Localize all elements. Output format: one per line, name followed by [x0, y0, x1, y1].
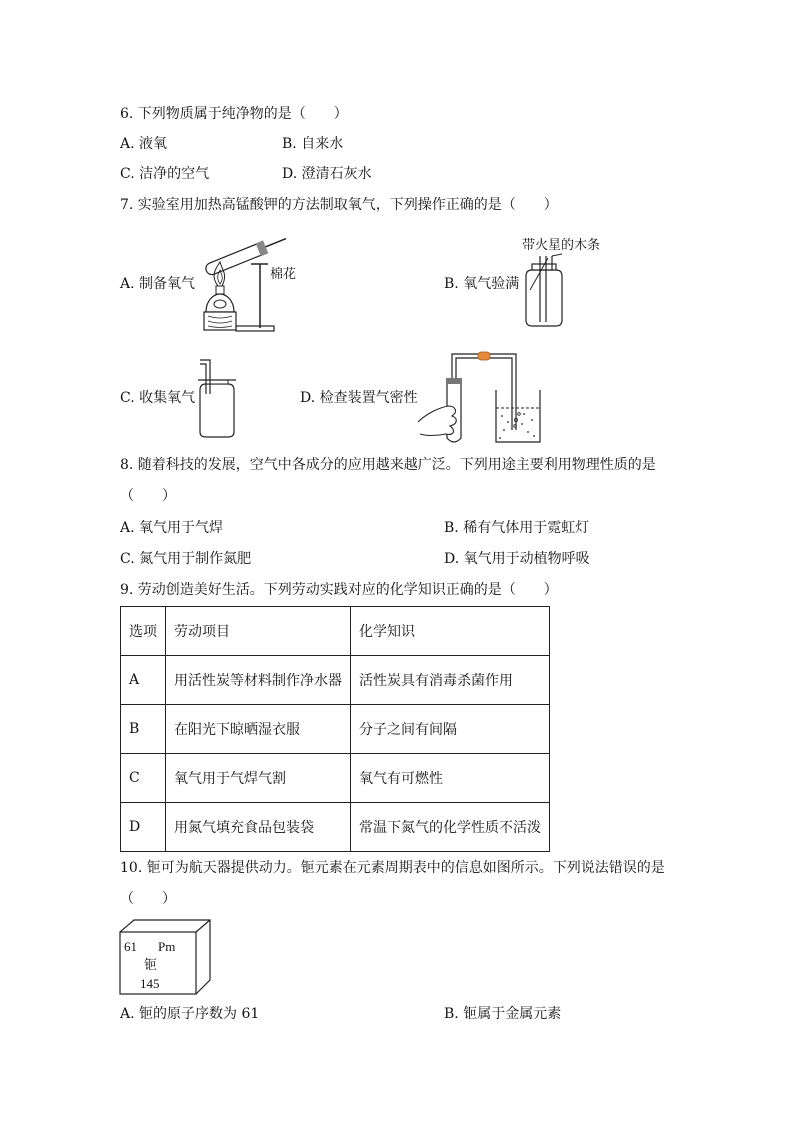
oxygen-test-figure — [520, 256, 570, 328]
element-cell-figure — [118, 918, 214, 996]
q6-stem: 6. 下列物质属于纯净物的是（ ） — [120, 106, 348, 122]
q6-option-c[interactable]: C. 洁净的空气 — [120, 166, 210, 182]
q7-stem: 7. 实验室用加热高锰酸钾的方法制取氧气，下列操作正确的是（ ） — [120, 197, 558, 213]
q7-option-d[interactable]: D. 检查装置气密性 — [300, 390, 418, 406]
table-cell: 用氮气填充食品包装袋 — [166, 803, 351, 852]
q8-option-b[interactable]: B. 稀有气体用于霓虹灯 — [444, 520, 590, 536]
q8-option-a[interactable]: A. 氧气用于气焊 — [120, 520, 224, 536]
q7-option-b[interactable]: B. 氧气验满 — [444, 276, 520, 292]
table-cell: 在阳光下晾晒湿衣服 — [166, 705, 351, 754]
table-row — [121, 803, 550, 852]
q6-option-b[interactable]: B. 自来水 — [282, 136, 344, 152]
q10-stem: 10. 钷可为航天器提供动力。钷元素在元素周期表中的信息如图所示。下列说法错误的是 — [120, 860, 665, 876]
q9-stem: 9. 劳动创造美好生活。下列劳动实践对应的化学知识正确的是（ ） — [120, 582, 558, 598]
q10-option-a[interactable]: A. 钷的原子序数为 61 — [120, 1006, 260, 1022]
q10-paren: （ ） — [120, 891, 176, 907]
splint-label: 带火星的木条 — [522, 238, 601, 253]
q8-stem: 8. 随着科技的发展，空气中各成分的应用越来越广泛。下列用途主要利用物理性质的是 — [120, 457, 656, 473]
q10-option-b[interactable]: B. 钷属于金属元素 — [444, 1006, 562, 1022]
table-cell: B — [121, 705, 166, 754]
gas-collection-figure — [196, 358, 240, 438]
q9-table — [120, 606, 550, 852]
element-symbol: Pm — [158, 939, 176, 954]
table-cell: 常温下氮气的化学性质不活泼 — [351, 803, 550, 852]
table-header-cell: 化学知识 — [351, 607, 550, 656]
table-header-cell: 劳动项目 — [166, 607, 351, 656]
table-cell: 氧气有可燃性 — [351, 754, 550, 803]
table-row — [121, 656, 550, 705]
q6-option-a[interactable]: A. 液氧 — [120, 136, 168, 152]
table-row — [121, 705, 550, 754]
table-cell: D — [121, 803, 166, 852]
table-cell: 分子之间有间隔 — [351, 705, 550, 754]
airtightness-check-figure — [416, 350, 552, 446]
table-header-row — [121, 607, 550, 656]
table-cell: C — [121, 754, 166, 803]
q6-option-d[interactable]: D. 澄清石灰水 — [282, 166, 372, 182]
element-name: 钷 — [144, 958, 158, 973]
table-row — [121, 754, 550, 803]
table-cell: 活性炭具有消毒杀菌作用 — [351, 656, 550, 705]
table-cell: A — [121, 656, 166, 705]
q8-option-c[interactable]: C. 氮气用于制作氮肥 — [120, 551, 252, 567]
q7-option-a[interactable]: A. 制备氧气 — [120, 276, 196, 292]
element-atomic-number: 61 — [124, 939, 137, 954]
cotton-label: 棉花 — [270, 267, 297, 282]
q7-option-c[interactable]: C. 收集氧气 — [120, 390, 196, 406]
table-cell: 用活性炭等材料制作净水器 — [166, 656, 351, 705]
table-cell: 氧气用于气焊气割 — [166, 754, 351, 803]
q8-option-d[interactable]: D. 氧气用于动植物呼吸 — [444, 551, 590, 567]
element-atomic-mass: 145 — [140, 976, 160, 991]
q8-paren: （ ） — [120, 488, 176, 504]
table-header-cell: 选项 — [121, 607, 166, 656]
